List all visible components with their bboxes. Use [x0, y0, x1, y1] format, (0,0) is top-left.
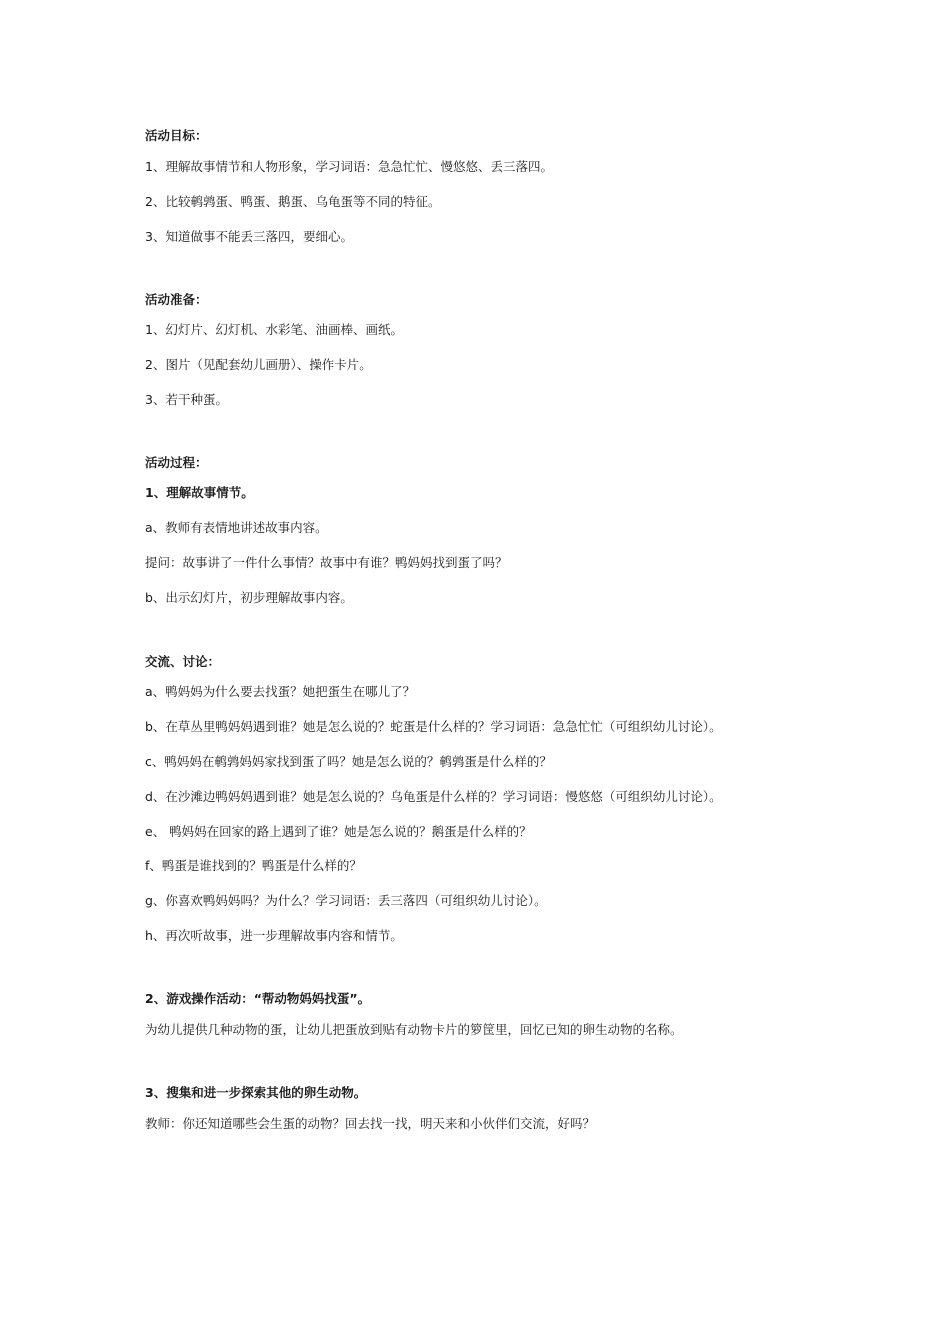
goal-item: 2、比较鹌鹑蛋、鸭蛋、鹅蛋、乌龟蛋等不同的特征。 — [145, 194, 441, 209]
goal-item: 1、理解故事情节和人物形象，学习词语：急急忙忙、慢悠悠、丢三落四。 — [145, 159, 553, 174]
goal-item: 3、知道做事不能丢三落四，要细心。 — [145, 229, 353, 244]
goals-heading: 活动目标： — [145, 128, 208, 143]
preparation-item: 1、幻灯片、幻灯机、水彩笔、油画棒、画纸。 — [145, 322, 403, 337]
discussion-item: a、鸭妈妈为什么要去找蛋？她把蛋生在哪儿了？ — [145, 684, 416, 699]
discussion-item: e、 鸭妈妈在回家的路上遇到了谁？她是怎么说的？鹅蛋是什么样的？ — [145, 824, 532, 839]
process-heading: 活动过程： — [145, 455, 208, 470]
step2-text: 为幼儿提供几种动物的蛋，让幼儿把蛋放到贴有动物卡片的箩筐里，回忆已知的卵生动物的名称。 — [145, 1022, 683, 1037]
step3-title: 3、搜集和进一步探索其他的卵生动物。 — [145, 1085, 367, 1100]
step1-item: a、教师有表情地讲述故事内容。 — [145, 520, 328, 535]
step3-text: 教师：你还知道哪些会生蛋的动物？回去找一找，明天来和小伙伴们交流，好吗？ — [145, 1116, 596, 1131]
discussion-item: b、在草丛里鸭妈妈遇到谁？她是怎么说的？蛇蛋是什么样的？学习词语：急急忙忙（可组织幼儿讨论）。 — [145, 719, 722, 734]
step1-item: b、出示幻灯片，初步理解故事内容。 — [145, 590, 353, 605]
discussion-item: g、你喜欢鸭妈妈吗？为什么？学习词语：丢三落四（可组织幼儿讨论）。 — [145, 893, 547, 908]
discussion-heading: 交流、讨论： — [145, 654, 221, 669]
step1-title: 1、理解故事情节。 — [145, 485, 254, 500]
preparation-item: 2、图片（见配套幼儿画册）、操作卡片。 — [145, 357, 372, 372]
discussion-item: d、在沙滩边鸭妈妈遇到谁？她是怎么说的？乌龟蛋是什么样的？学习词语：慢悠悠（可组织幼儿讨论）。 — [145, 789, 722, 804]
discussion-item: h、再次听故事，进一步理解故事内容和情节。 — [145, 928, 403, 943]
preparation-item: 3、若干种蛋。 — [145, 392, 228, 407]
preparation-heading: 活动准备： — [145, 292, 208, 307]
discussion-item: c、鸭妈妈在鹌鹑妈妈家找到蛋了吗？她是怎么说的？鹌鹑蛋是什么样的？ — [145, 754, 552, 769]
step1-item: 提问：故事讲了一件什么事情？故事中有谁？鸭妈妈找到蛋了吗？ — [145, 555, 508, 570]
discussion-item: f、鸭蛋是谁找到的？鸭蛋是什么样的？ — [145, 858, 362, 873]
step2-title: 2、游戏操作活动：“帮动物妈妈找蛋”。 — [145, 991, 371, 1006]
